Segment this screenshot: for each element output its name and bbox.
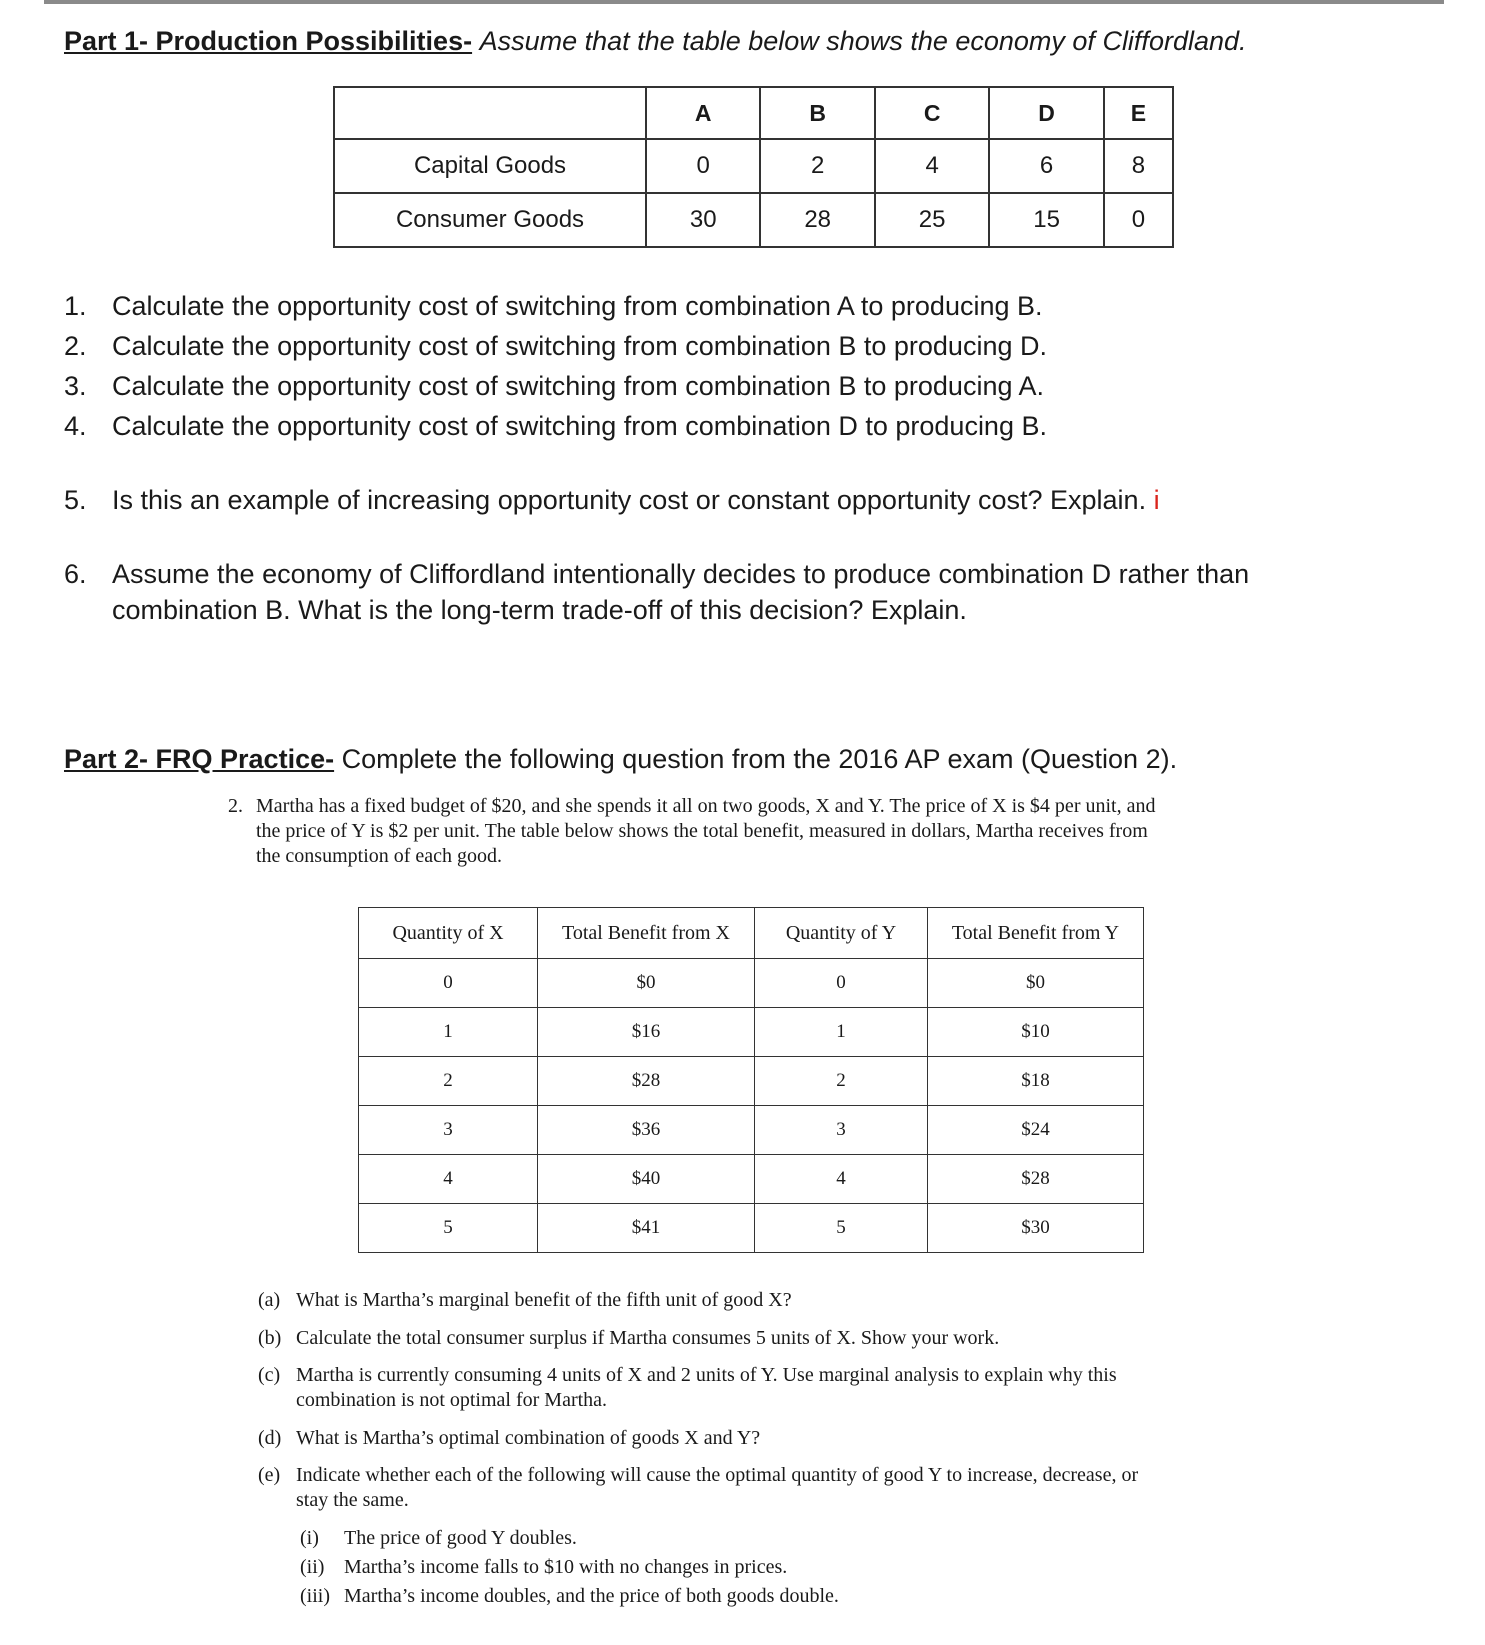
part1-subtitle: Assume that the table below shows the economy of Cliffordland. (479, 26, 1247, 56)
part-label: (a) (258, 1289, 281, 1311)
table-cell: $30 (928, 1204, 1144, 1253)
question-3 (64, 368, 1044, 404)
question-number: 4. (64, 411, 87, 441)
question-text: Is this an example of increasing opportunity cost or constant opportunity cost? Explain. (112, 485, 1147, 515)
question-number: 5. (64, 485, 87, 515)
table-cell: $40 (538, 1155, 755, 1204)
question-number: 2. (64, 331, 87, 361)
part1-heading (64, 24, 1247, 58)
table-row (359, 1057, 1144, 1106)
frq-part-b (258, 1326, 1298, 1351)
column-header: B (760, 87, 874, 139)
question-1 (64, 288, 1043, 324)
table-cell: 3 (359, 1106, 538, 1155)
part-text: What is Martha’s marginal benefit of the fifth unit of good X? (296, 1289, 792, 1311)
table-cell: 3 (755, 1106, 928, 1155)
table-cell: 5 (359, 1204, 538, 1253)
table-cell: 6 (989, 139, 1103, 193)
frq-intro (228, 794, 1288, 869)
frq-intro-line: the consumption of each good. (256, 845, 503, 867)
production-table (333, 86, 1174, 248)
frq-part-d (258, 1426, 1298, 1451)
table-row (359, 1106, 1144, 1155)
table-corner-cell (334, 87, 646, 139)
question-number: 1. (64, 291, 87, 321)
row-label: Consumer Goods (334, 193, 646, 247)
frq-intro-line: the price of Y is $2 per unit. The table below shows the total benefit, measured in dollars, Martha receives from (256, 820, 1148, 842)
question-6 (64, 556, 1249, 628)
table-cell: $41 (538, 1204, 755, 1253)
frq-part-c (258, 1363, 1298, 1413)
part-text-continued: stay the same. (296, 1489, 409, 1511)
table-cell: 30 (646, 193, 760, 247)
table-cell: $0 (928, 959, 1144, 1008)
subpart-label: (iii) (300, 1585, 330, 1607)
column-header: Quantity of Y (755, 908, 928, 959)
column-header: E (1104, 87, 1173, 139)
table-cell: 0 (359, 959, 538, 1008)
question-number: 6. (64, 559, 87, 589)
table-cell: $28 (928, 1155, 1144, 1204)
table-cell: 5 (755, 1204, 928, 1253)
subpart-text: Martha’s income doubles, and the price of both goods double. (344, 1585, 839, 1607)
question-2 (64, 328, 1047, 364)
top-rule (44, 0, 1444, 4)
part-label: (c) (258, 1364, 281, 1386)
table-cell: 2 (760, 139, 874, 193)
question-text: Calculate the opportunity cost of switching from combination D to producing B. (112, 411, 1047, 441)
column-header: Total Benefit from Y (928, 908, 1144, 959)
table-cell: $18 (928, 1057, 1144, 1106)
subpart-label: (i) (300, 1527, 319, 1549)
frq-subpart-i (300, 1524, 577, 1552)
table-row (334, 193, 1173, 247)
part-label: (d) (258, 1427, 282, 1449)
column-header: C (875, 87, 989, 139)
table-cell: 1 (359, 1008, 538, 1057)
question-text: Calculate the opportunity cost of switching from combination B to producing A. (112, 371, 1045, 401)
table-cell: 4 (875, 139, 989, 193)
table-cell: $36 (538, 1106, 755, 1155)
part-text-continued: combination is not optimal for Martha. (296, 1389, 608, 1411)
table-row (359, 959, 1144, 1008)
table-cell: 2 (359, 1057, 538, 1106)
row-label: Capital Goods (334, 139, 646, 193)
column-header: A (646, 87, 760, 139)
cursor-mark: i (1153, 485, 1160, 515)
table-cell: $10 (928, 1008, 1144, 1057)
column-header: Quantity of X (359, 908, 538, 959)
table-cell: $0 (538, 959, 755, 1008)
part1-title: Part 1- Production Possibilities- (64, 26, 473, 56)
frq-subpart-iii (300, 1582, 839, 1610)
table-row (334, 139, 1173, 193)
subpart-label: (ii) (300, 1556, 325, 1578)
table-cell: 28 (760, 193, 874, 247)
table-cell: $28 (538, 1057, 755, 1106)
column-header: Total Benefit from X (538, 908, 755, 959)
frq-subpart-ii (300, 1553, 787, 1581)
table-cell: 8 (1104, 139, 1173, 193)
part-text: Indicate whether each of the following will cause the optimal quantity of good Y to increase, decrease, or (296, 1464, 1139, 1486)
part2-subtitle: Complete the following question from the 2016 AP exam (Question 2). (341, 744, 1178, 774)
question-text-continued: combination B. What is the long-term trade-off of this decision? Explain. (112, 595, 967, 625)
part2-heading (64, 742, 1177, 776)
table-cell: 1 (755, 1008, 928, 1057)
frq-part-a (258, 1288, 1298, 1313)
question-5 (64, 482, 1160, 518)
question-number: 3. (64, 371, 87, 401)
benefit-table (358, 907, 1144, 1253)
table-cell: 25 (875, 193, 989, 247)
benefit-table-header (359, 908, 1144, 959)
column-header: D (989, 87, 1103, 139)
question-text: Assume the economy of Cliffordland intentionally decides to produce combination D rather than (112, 559, 1250, 589)
frq-intro-line: Martha has a fixed budget of $20, and she spends it all on two goods, X and Y. The price of X is $4 per unit, and (256, 795, 1156, 817)
table-cell: 4 (755, 1155, 928, 1204)
production-table-header (334, 87, 1173, 139)
part2-title: Part 2- FRQ Practice- (64, 744, 335, 774)
table-cell: 0 (755, 959, 928, 1008)
table-row (359, 1204, 1144, 1253)
frq-part-e (258, 1463, 1298, 1513)
part-text: What is Martha’s optimal combination of goods X and Y? (296, 1427, 761, 1449)
table-cell: 0 (1104, 193, 1173, 247)
subpart-text: The price of good Y doubles. (344, 1527, 577, 1549)
question-4 (64, 408, 1047, 444)
part-label: (b) (258, 1327, 282, 1349)
table-row (359, 1155, 1144, 1204)
table-cell: 15 (989, 193, 1103, 247)
table-cell: $16 (538, 1008, 755, 1057)
question-text: Calculate the opportunity cost of switching from combination A to producing B. (112, 291, 1043, 321)
table-cell: $24 (928, 1106, 1144, 1155)
part-text: Calculate the total consumer surplus if Martha consumes 5 units of X. Show your work. (296, 1327, 1000, 1349)
table-cell: 4 (359, 1155, 538, 1204)
table-cell: 2 (755, 1057, 928, 1106)
subpart-text: Martha’s income falls to $10 with no changes in prices. (344, 1556, 788, 1578)
part-text: Martha is currently consuming 4 units of X and 2 units of Y. Use marginal analysis to explain why this (296, 1364, 1117, 1386)
part-label: (e) (258, 1464, 281, 1486)
table-cell: 0 (646, 139, 760, 193)
question-text: Calculate the opportunity cost of switching from combination B to producing D. (112, 331, 1047, 361)
frq-number: 2. (228, 795, 243, 817)
table-row (359, 1008, 1144, 1057)
